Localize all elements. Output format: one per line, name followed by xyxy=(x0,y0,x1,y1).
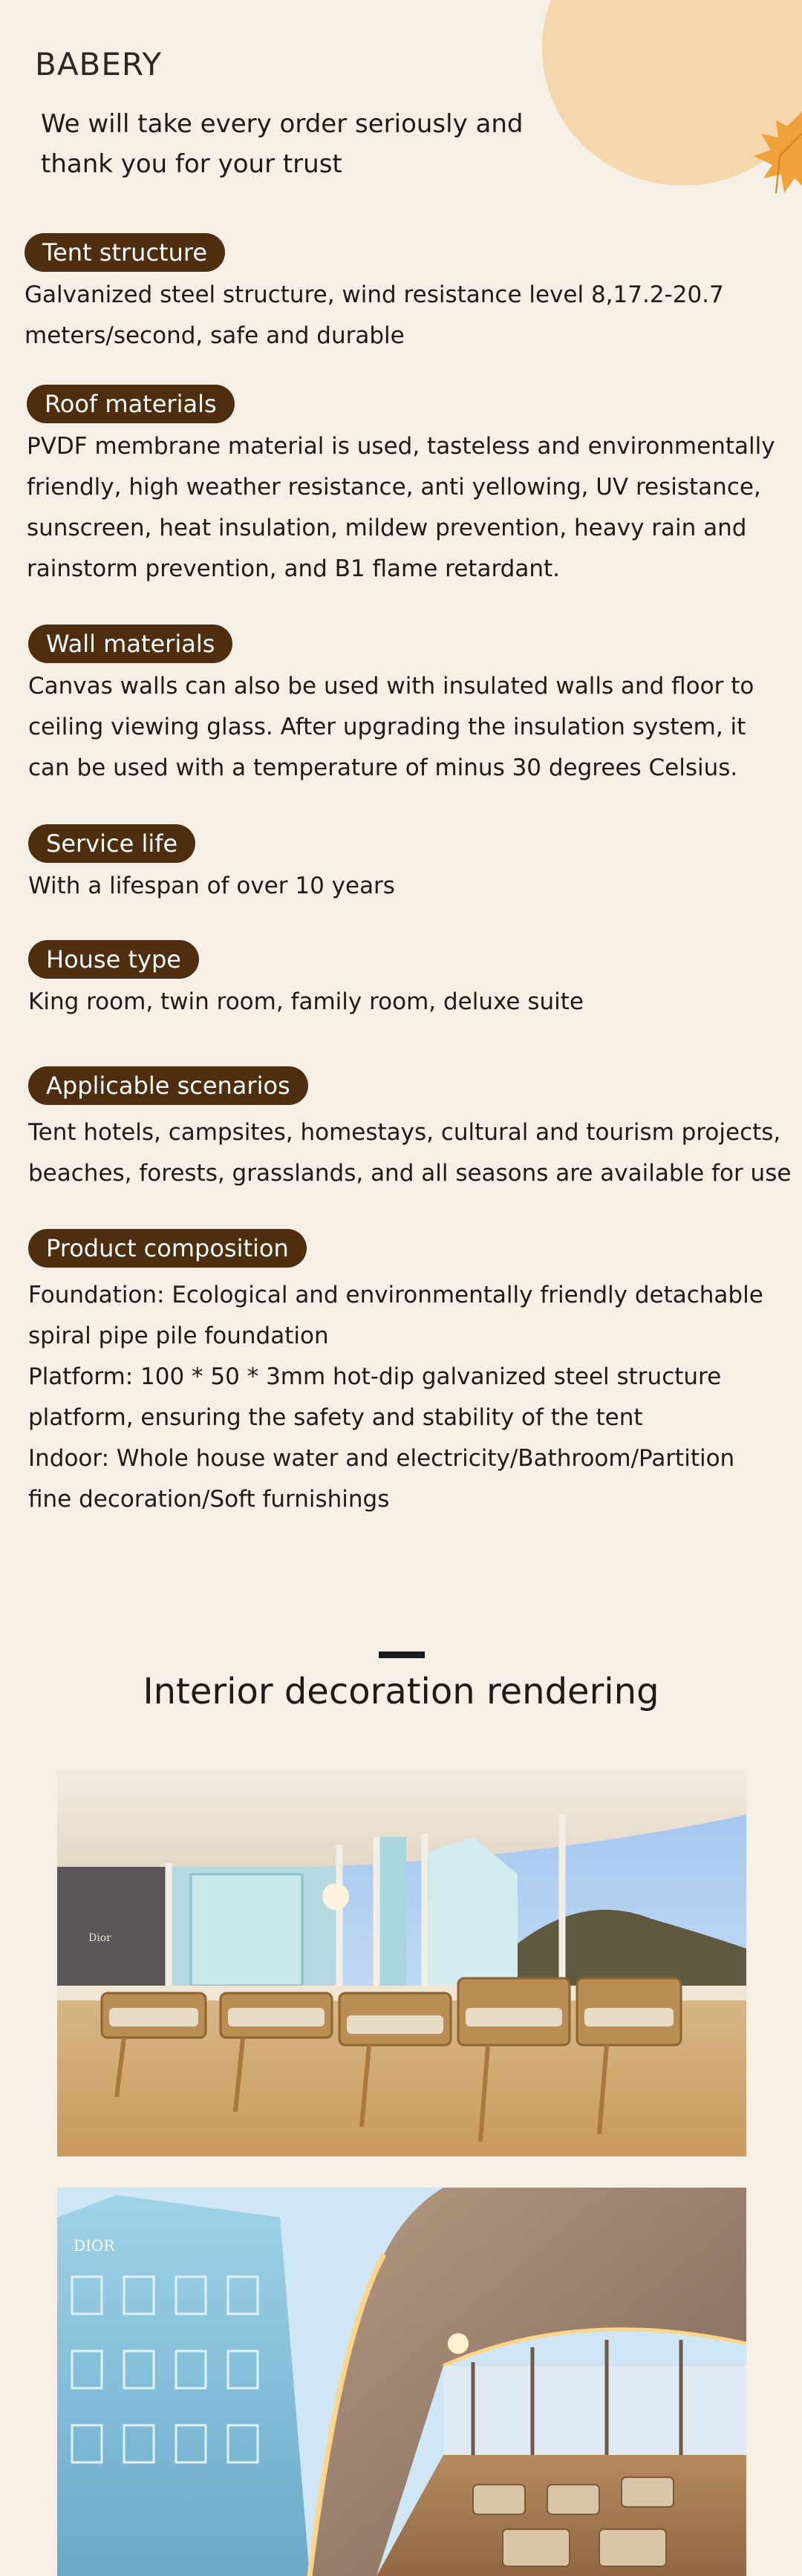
section-service-life xyxy=(28,824,395,907)
section-text: King room, twin room, family room, deluxe suite xyxy=(28,988,584,1015)
section-text: Tent hotels, campsites, homestays, cultural and tourism projects, beaches, forests, grasslands, and all seasons are available for use xyxy=(28,1119,792,1187)
section-text: Foundation: Ecological and environmentally friendly detachable spiral pipe pile foundation Platform: 100 * 50 * 3mm hot-dip galvanized steel structure platform, ensuring the safety and stability of the tent Indoor: Whole house water and electricity/Bathroom/Partition fine decoration/Soft furnishings xyxy=(28,1282,763,1513)
section-house-type xyxy=(28,940,584,1023)
maple-leaf-icon xyxy=(735,104,802,223)
section-applicable-scenarios xyxy=(28,1066,791,1194)
photo-sign: DIOR xyxy=(74,2237,115,2254)
section-label: Applicable scenarios xyxy=(28,1066,308,1105)
section-label: Product composition xyxy=(28,1229,307,1268)
photo-sign: Dior xyxy=(88,1932,111,1944)
interior-photo-1 xyxy=(57,1770,746,2156)
section-label: Wall materials xyxy=(28,625,232,663)
slogan: We will take every order seriously and thank you for your trust xyxy=(41,109,524,179)
section-label: Tent structure xyxy=(25,233,225,272)
section-text: Galvanized steel structure, wind resistance level 8,17.2-20.7 meters/second, safe and durable xyxy=(25,281,724,349)
section-text: Canvas walls can also be used with insulated walls and floor to ceiling viewing glass. After upgrading the insulation system, it can be used with a temperature of minus 30 degrees Celsius. xyxy=(28,673,754,781)
section-label: Roof materials xyxy=(27,385,235,423)
interior-photo-2 xyxy=(57,2188,746,2576)
section-wall-materials xyxy=(28,625,754,789)
section-divider xyxy=(379,1651,425,1658)
section-label: House type xyxy=(28,940,199,979)
section-roof-materials xyxy=(27,385,775,590)
section-text: With a lifespan of over 10 years xyxy=(28,873,395,899)
section-tent-structure xyxy=(25,233,724,356)
rendering-heading: Interior decoration rendering xyxy=(143,1671,659,1712)
section-label: Service life xyxy=(28,824,195,863)
section-text: PVDF membrane material is used, tasteless and environmentally friendly, high weather resistance, anti yellowing, UV resistance, sunscreen, heat insulation, mildew prevention, heavy rain and rainstorm prevention, and B1 flame retardant. xyxy=(27,433,775,582)
section-product-composition xyxy=(28,1229,763,1520)
brand-name: BABERY xyxy=(35,46,163,82)
